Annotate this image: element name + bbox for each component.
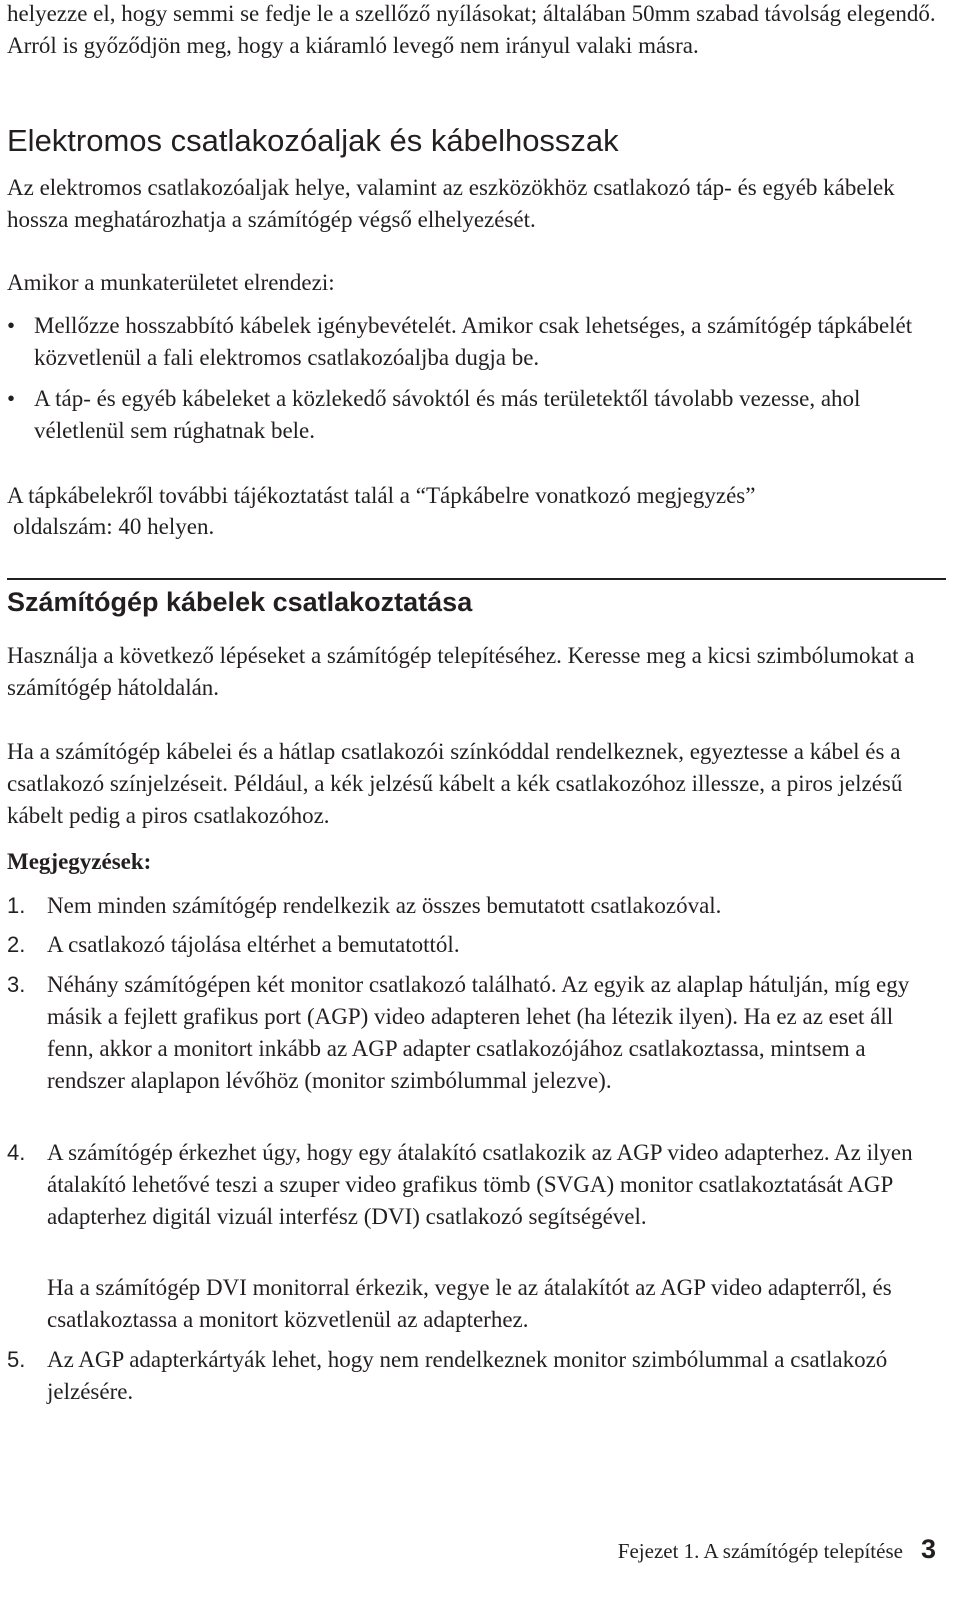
note-text: Néhány számítógépen két monitor csatlakozó található. Az egyik az alaplap hátulján, míg egy másik a fejlett grafikus port (AGP) video adapteren lehet (ha létezik ilyen). Ha ez az eset áll fenn, akkor a monitort inkább az AGP adapter csatlakozójához csatlakoztassa, mintsem a rendszer alaplapon lévőhöz (monitor szimbólummal jelezve). — [47, 972, 910, 1093]
note-number: 5. — [7, 1347, 26, 1372]
bullet-mark: • — [7, 386, 16, 411]
section1-paragraph-3-line-1: A tápkábelekről további tájékoztatást talál a “Tápkábelre vonatkozó megjegyzés” — [7, 483, 756, 508]
bullet-text: A táp- és egyéb kábeleket a közlekedő sávoktól és más területektől távolabb vezesse, ahol véletlenül sem rúghatnak bele. — [34, 386, 861, 443]
note-text: Nem minden számítógép rendelkezik az összes bemutatott csatlakozóval. — [47, 893, 722, 918]
note-text: Ha a számítógép DVI monitorral érkezik, vegye le az átalakítót az AGP video adapterről, és csatlakoztassa a monitort közvetlenül az adapterhez. — [47, 1275, 892, 1332]
note-text: A csatlakozó tájolása eltérhet a bemutatottól. — [47, 932, 460, 957]
section1-paragraph-3-line-2: oldalszám: 40 helyen. — [13, 514, 215, 539]
footer-chapter-title: Fejezet 1. A számítógép telepítése — [617, 1539, 903, 1563]
page-footer — [618, 1534, 936, 1566]
page-number: 3 — [920, 1534, 936, 1564]
section-heading-connecting-cables: Számítógép kábelek csatlakoztatása — [7, 587, 473, 617]
section-divider — [7, 578, 946, 580]
section-heading-power-outlets: Elektromos csatlakozóaljak és kábelhosszak — [7, 123, 619, 158]
section1-paragraph-2: Amikor a munkaterületet elrendezi: — [7, 270, 335, 295]
note-number: 3. — [7, 972, 26, 997]
bullet-mark: • — [7, 313, 16, 338]
note-text: Az AGP adapterkártyák lehet, hogy nem rendelkeznek monitor szimbólummal a csatlakozó jelzésére. — [47, 1347, 888, 1404]
section2-paragraph-1: Használja a következő lépéseket a számítógép telepítéséhez. Keresse meg a kicsi szimbólumokat a számítógép hátoldalán. — [7, 643, 915, 700]
note-number: 1. — [7, 893, 26, 918]
section2-paragraph-2: Ha a számítógép kábelei és a hátlap csatlakozói színkóddal rendelkeznek, egyeztesse a kábel és a csatlakozó színjelzéseit. Például, a kék jelzésű kábelt a kék csatlakozóhoz illessze, a piros jelzésű kábelt pedig a piros csatlakozóhoz. — [7, 739, 903, 828]
section1-paragraph-1: Az elektromos csatlakozóaljak helye, valamint az eszközökhöz csatlakozó táp- és egyéb kábelek hossza meghatározhatja a számítógép végső elhelyezését. — [7, 175, 895, 232]
note-text: A számítógép érkezhet úgy, hogy egy átalakító csatlakozik az AGP video adapterhez. Az ilyen átalakító lehetővé teszi a szuper video grafikus tömb (SVGA) monitor csatlakoztatását AGP adapterhez digitál vizuál interfész (DVI) csatlakozó segítségével. — [47, 1140, 913, 1229]
note-number: 4. — [7, 1140, 26, 1165]
notes-label: Megjegyzések: — [7, 849, 152, 874]
note-number: 2. — [7, 932, 26, 957]
intro-paragraph: helyezze el, hogy semmi se fedje le a szellőző nyílásokat; általában 50mm szabad távolság elegendő. Arról is győződjön meg, hogy a kiáramló levegő nem irányul valaki másra. — [7, 1, 936, 58]
bullet-text: Mellőzze hosszabbító kábelek igénybevételét. Amikor csak lehetséges, a számítógép tápkábelét közvetlenül a fali elektromos csatlakozóaljba dugja be. — [34, 313, 913, 370]
